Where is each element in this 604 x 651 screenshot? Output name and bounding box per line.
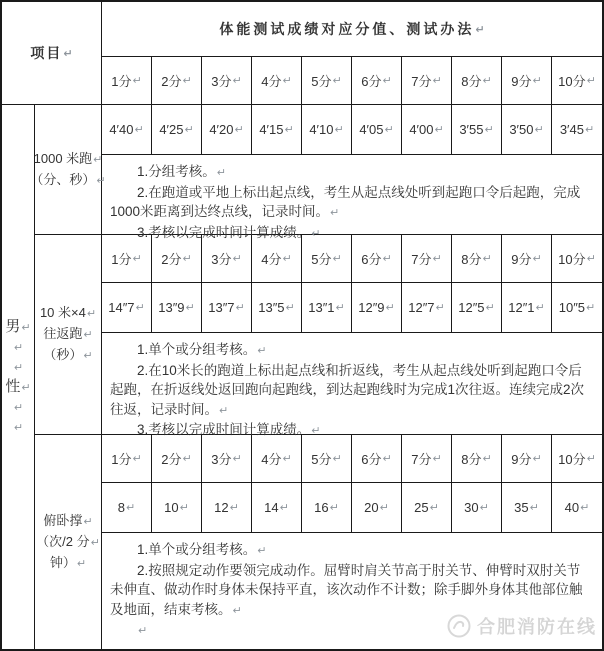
score-header-cell: 3分 ↵ <box>202 435 252 482</box>
gender-char <box>13 357 23 377</box>
paragraph-mark: ↵ <box>184 123 194 136</box>
paragraph-mark: ↵ <box>584 123 595 136</box>
gender-char: 男↵ <box>5 318 31 335</box>
paragraph-mark: ↵ <box>96 173 106 187</box>
item-label-1000m-run <box>30 105 106 235</box>
score-header-cell: 1分 ↵ <box>102 235 152 282</box>
paragraph-mark: ↵ <box>132 452 142 465</box>
paragraph-mark: ↵ <box>479 501 489 514</box>
paragraph-mark: ↵ <box>182 74 192 87</box>
score-value-cell: 14 ↵ <box>252 483 302 532</box>
paragraph-mark: ↵ <box>482 252 492 265</box>
paragraph-mark: ↵ <box>379 501 389 514</box>
values-row-1000m-run <box>102 105 602 155</box>
score-value-cell: 14″7 ↵ <box>102 283 152 332</box>
score-header-cell: 6分 ↵ <box>352 435 402 482</box>
values-row-shuttle-run <box>102 283 602 333</box>
paragraph-mark: ↵ <box>311 226 321 240</box>
paragraph-mark: ↵ <box>311 424 321 437</box>
paragraph-mark: ↵ <box>132 74 142 87</box>
score-header-cell: 10分 ↵ <box>558 252 596 267</box>
score-header-cell: 5分 ↵ <box>302 235 352 282</box>
score-header-row-pushups <box>102 435 602 483</box>
paragraph-mark: ↵ <box>132 252 142 265</box>
paragraph-mark: ↵ <box>482 452 492 465</box>
score-header-cell: 1分 ↵ <box>102 435 152 482</box>
score-value-cell: 20 ↵ <box>352 483 402 532</box>
paragraph-mark: ↵ <box>135 301 145 314</box>
paragraph-mark: ↵ <box>532 252 542 265</box>
paragraph-mark: ↵ <box>482 74 492 87</box>
paragraph-mark: ↵ <box>385 301 395 314</box>
paragraph-mark: ↵ <box>219 403 229 417</box>
score-value-cell: 4′15 ↵ <box>252 105 302 154</box>
paragraph-mark: ↵ <box>586 301 596 314</box>
paragraph-mark: ↵ <box>384 123 394 136</box>
paragraph-mark: ↵ <box>90 535 100 549</box>
paragraph-mark: ↵ <box>83 349 93 362</box>
score-header-cell: 10分 ↵ <box>558 452 596 467</box>
paragraph-mark: ↵ <box>335 301 345 314</box>
method-paragraph: 1.单个或分组考核。↵ <box>137 542 267 557</box>
score-header-cell: 5分 ↵ <box>302 435 352 482</box>
paragraph-mark: ↵ <box>586 452 596 465</box>
paragraph-mark: ↵ <box>382 74 392 87</box>
score-header-cell: 9分 ↵ <box>502 235 552 282</box>
method-paragraph: 3.考核以完成时间计算成绩。↵ <box>137 422 321 437</box>
score-header-cell: 7分 ↵ <box>402 57 452 104</box>
paragraph-mark: ↵ <box>284 123 294 136</box>
score-value-cell: 3′50 ↵ <box>502 105 552 154</box>
score-header-cell: 3分 ↵ <box>202 235 252 282</box>
item-label-line: 10 米×4↵ <box>39 305 97 320</box>
paragraph-mark: ↵ <box>432 452 442 465</box>
score-header-cell: 2分 ↵ <box>152 435 202 482</box>
paragraph-mark: ↵ <box>382 252 392 265</box>
score-value-cell: 13″9 ↵ <box>152 283 202 332</box>
method-paragraph: 2.在跑道或平地上标出起点线，考生从起点线处听到起跑口令后起跑，完成1000米距离到达终点线，记录时间。↵ <box>110 184 581 219</box>
paragraph-mark: ↵ <box>229 501 239 514</box>
score-header-cell: 4分 ↵ <box>252 57 302 104</box>
paragraph-mark: ↵ <box>279 501 289 514</box>
score-value-cell: 4′20 ↵ <box>202 105 252 154</box>
paragraph-mark: ↵ <box>232 252 242 265</box>
paragraph-mark: ↵ <box>475 22 485 36</box>
score-header-cell: 5分 ↵ <box>302 57 352 104</box>
score-header-cell: 9分 ↵ <box>502 57 552 104</box>
score-header-row-main <box>102 57 602 105</box>
item-label-line: 1000 米跑↵ <box>33 150 103 166</box>
paragraph-mark: ↵ <box>432 74 442 87</box>
score-header-cell: 3分 ↵ <box>202 57 252 104</box>
score-value-cell: 13″1 ↵ <box>302 283 352 332</box>
paragraph-mark: ↵ <box>134 123 144 136</box>
paragraph-mark: ↵ <box>13 361 24 374</box>
item-label-line: 俯卧撑↵ <box>43 512 93 528</box>
score-value-cell: 4′25 ↵ <box>152 105 202 154</box>
paragraph-mark: ↵ <box>232 603 242 617</box>
paragraph-mark: ↵ <box>434 123 444 136</box>
paragraph-mark: ↵ <box>529 501 539 514</box>
paragraph-mark: ↵ <box>532 74 542 87</box>
score-header-cell: 2分 ↵ <box>152 57 202 104</box>
item-label-line: 钟）↵ <box>49 554 87 570</box>
score-value-cell: 3′55 ↵ <box>452 105 502 154</box>
item-label-line: （分、秒）↵ <box>30 171 106 187</box>
method-paragraph: 2.在10米长的跑道上标出起点线和折返线，考生从起点线处听到起跑口令后起跑，在折返线处返回跑向起跑线，到达起跑线时为完成1次往返。连续完成2次往返，记录时间。↵ <box>110 362 585 417</box>
paragraph-mark: ↵ <box>138 624 148 637</box>
paragraph-mark: ↵ <box>232 452 242 465</box>
gender-char <box>13 397 23 417</box>
score-header-cell: 9分 ↵ <box>502 435 552 482</box>
paragraph-mark: ↵ <box>235 301 245 314</box>
paragraph-mark: ↵ <box>285 301 295 314</box>
score-value-cell: 40 ↵ <box>564 500 590 515</box>
paragraph-mark: ↵ <box>257 544 267 557</box>
table-title: 体能测试成绩对应分值、测试办法 ↵ <box>102 2 602 57</box>
paragraph-mark: ↵ <box>586 74 596 87</box>
paragraph-mark: ↵ <box>83 514 93 528</box>
gender-char: 性↵ <box>5 378 31 395</box>
paragraph-mark: ↵ <box>334 123 344 136</box>
values-row-pushups <box>102 483 602 533</box>
score-value-cell: 30 ↵ <box>452 483 502 532</box>
score-value-cell: 12″7 ↵ <box>402 283 452 332</box>
method-paragraph: 3.考核以完成时间计算成绩。↵ <box>137 224 321 240</box>
score-value-cell: 12″1 ↵ <box>502 283 552 332</box>
paragraph-mark: ↵ <box>76 556 87 570</box>
paragraph-mark: ↵ <box>484 123 494 136</box>
score-value-cell: 25 ↵ <box>402 483 452 532</box>
gender-char <box>13 337 23 357</box>
score-header-cell: 8分 ↵ <box>452 435 502 482</box>
paragraph-mark: ↵ <box>216 166 226 179</box>
score-value-cell: 12″9 ↵ <box>352 283 402 332</box>
score-value-cell: 4′10 ↵ <box>302 105 352 154</box>
score-header-cell: 7分 ↵ <box>402 435 452 482</box>
score-header-cell: 2分 ↵ <box>152 235 202 282</box>
score-value-cell: 10″5 ↵ <box>558 300 596 315</box>
paragraph-mark: ↵ <box>329 501 339 514</box>
item-label-line: （次/2 分↵ <box>36 533 100 549</box>
score-header-cell: 8分 ↵ <box>452 235 502 282</box>
paragraph-mark: ↵ <box>126 501 136 514</box>
paragraph-mark: ↵ <box>83 328 93 341</box>
paragraph-mark: ↵ <box>535 301 545 314</box>
paragraph-mark: ↵ <box>86 307 97 320</box>
paragraph-mark: ↵ <box>257 344 267 357</box>
paragraph-mark: ↵ <box>382 452 392 465</box>
score-value-cell: 35 ↵ <box>502 483 552 532</box>
paragraph-mark: ↵ <box>282 452 292 465</box>
score-header-row-shuttle-run <box>102 235 602 283</box>
paragraph-mark: ↵ <box>182 252 192 265</box>
score-value-cell: 12 ↵ <box>202 483 252 532</box>
score-value-cell: 16 ↵ <box>302 483 352 532</box>
paragraph-mark: ↵ <box>432 252 442 265</box>
method-paragraph <box>110 620 592 641</box>
item-label-line: 往返跑↵ <box>43 326 93 341</box>
score-value-cell: 3′45 ↵ <box>559 122 595 137</box>
paragraph-mark: ↵ <box>21 321 31 334</box>
paragraph-mark: ↵ <box>534 123 544 136</box>
paragraph-mark: ↵ <box>13 341 24 354</box>
item-label-pushups <box>35 435 102 649</box>
method-text-shuttle-run <box>102 333 602 435</box>
method-paragraph: 1.分组考核。↵ <box>137 164 226 179</box>
paragraph-mark: ↵ <box>63 46 73 60</box>
score-header-cell: 6分 ↵ <box>352 57 402 104</box>
paragraph-mark: ↵ <box>429 501 439 514</box>
paragraph-mark: ↵ <box>232 74 242 87</box>
score-header-cell: 7分 ↵ <box>402 235 452 282</box>
score-value-cell: 4′40 ↵ <box>102 105 152 154</box>
score-header-cell: 10分 ↵ <box>558 74 596 89</box>
method-text-1000m-run <box>102 155 602 240</box>
score-value-cell: 4′00 ↵ <box>402 105 452 154</box>
score-header-cell: 8分 ↵ <box>452 57 502 104</box>
paragraph-mark: ↵ <box>282 252 292 265</box>
paragraph-mark: ↵ <box>532 452 542 465</box>
paragraph-mark: ↵ <box>330 206 340 219</box>
paragraph-mark: ↵ <box>93 152 103 166</box>
score-value-cell: 4′05 ↵ <box>352 105 402 154</box>
method-paragraph: 2.按照规定动作要领完成动作。屈臂时肩关节高于肘关节、伸臂时双肘关节未伸直、做动作时身体未保持平直，该次动作不计数；除手脚外身体其他部位触及地面，结束考核。↵ <box>110 562 583 617</box>
score-header-cell: 4分 ↵ <box>252 235 302 282</box>
paragraph-mark: ↵ <box>332 74 342 87</box>
paragraph-mark: ↵ <box>485 301 495 314</box>
item-label-line: （秒）↵ <box>43 347 93 362</box>
watermark-text: 合肥消防在线 <box>477 617 597 637</box>
score-header-cell: 1分 ↵ <box>102 57 152 104</box>
paragraph-mark: ↵ <box>182 452 192 465</box>
score-value-cell: 12″5 ↵ <box>452 283 502 332</box>
score-value-cell: 13″7 ↵ <box>202 283 252 332</box>
paragraph-mark: ↵ <box>13 421 24 434</box>
paragraph-mark: ↵ <box>435 301 445 314</box>
score-header-cell: 4分 ↵ <box>252 435 302 482</box>
method-text-pushups <box>102 533 602 649</box>
paragraph-mark: ↵ <box>580 501 590 514</box>
method-paragraph: 1.单个或分组考核。↵ <box>137 342 267 357</box>
item-label-shuttle-run <box>35 235 102 435</box>
paragraph-mark: ↵ <box>332 252 342 265</box>
paragraph-mark: ↵ <box>234 123 244 136</box>
corner-cell-project: 项目 ↵ <box>2 2 102 105</box>
score-value-cell: 8 ↵ <box>102 483 152 532</box>
gender-char <box>13 417 23 437</box>
score-header-cell: 6分 ↵ <box>352 235 402 282</box>
paragraph-mark: ↵ <box>21 381 31 394</box>
paragraph-mark: ↵ <box>185 301 195 314</box>
paragraph-mark: ↵ <box>282 74 292 87</box>
paragraph-mark: ↵ <box>332 452 342 465</box>
score-value-cell: 10 ↵ <box>152 483 202 532</box>
paragraph-mark: ↵ <box>13 401 24 414</box>
score-value-cell: 13″5 ↵ <box>252 283 302 332</box>
paragraph-mark: ↵ <box>179 501 189 514</box>
paragraph-mark: ↵ <box>586 252 596 265</box>
